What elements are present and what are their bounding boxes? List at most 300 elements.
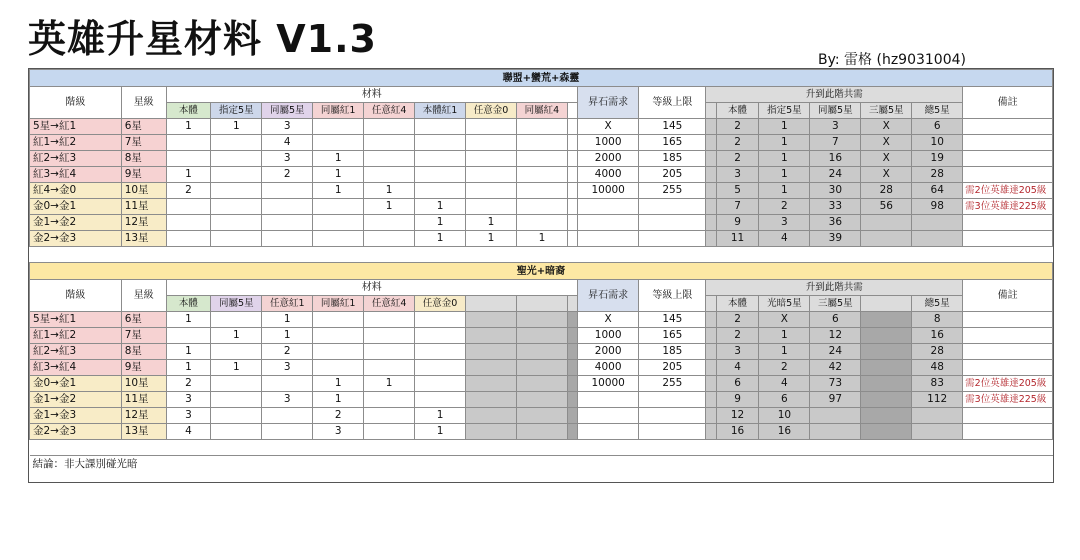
material-header: 任意金0	[466, 103, 517, 119]
spacer-cell	[30, 440, 1053, 456]
material-spacer	[567, 344, 577, 360]
material-cell	[313, 344, 364, 360]
table-body	[30, 70, 1053, 483]
cumulative-subheader: 三屬5星	[861, 103, 912, 119]
material-cell	[364, 360, 415, 376]
material-spacer	[567, 151, 577, 167]
cumulative-cell	[861, 392, 912, 408]
cumulative-cell: 4	[759, 376, 810, 392]
material-cell: 1	[262, 312, 313, 328]
cumulative-cell: 1	[759, 151, 810, 167]
cumulative-cell: 28	[912, 167, 963, 183]
material-cell	[466, 167, 517, 183]
table-row	[30, 215, 1053, 231]
section-header-row	[30, 70, 1053, 87]
cumulative-subheader: 光暗5星	[759, 296, 810, 312]
stone-cell: 4000	[578, 360, 639, 376]
material-cell	[516, 199, 567, 215]
material-cell: 3	[166, 408, 211, 424]
stage-cell: 紅4→金0	[30, 183, 122, 199]
star-cell: 9星	[121, 360, 166, 376]
material-cell	[166, 199, 211, 215]
material-cell	[516, 328, 567, 344]
material-cell	[466, 360, 517, 376]
cumulative-cell: 2	[716, 312, 759, 328]
material-cell	[415, 392, 466, 408]
cumulative-subheader: 同屬5星	[810, 103, 861, 119]
stone-cell: X	[578, 312, 639, 328]
conclusion-text: 結論：非大課別碰光暗	[32, 458, 138, 470]
material-cell: 1	[313, 167, 364, 183]
material-cell	[415, 328, 466, 344]
material-cell	[211, 183, 262, 199]
remark-cell	[963, 167, 1053, 183]
cumulative-cell: 19	[912, 151, 963, 167]
cum-spacer-header	[706, 296, 716, 312]
material-cell: 1	[313, 376, 364, 392]
cum-spacer	[706, 167, 716, 183]
level-cap-cell: 205	[639, 360, 706, 376]
upgrade-table	[29, 69, 1053, 482]
material-cell: 2	[313, 408, 364, 424]
material-header: 任意紅1	[262, 296, 313, 312]
col-stage-header: 階級	[30, 280, 122, 312]
remark-cell: 需3位英雄達225級	[963, 199, 1053, 215]
spacer-cell	[30, 247, 1053, 263]
table-row	[30, 424, 1053, 440]
material-cell	[516, 215, 567, 231]
stone-cell: 10000	[578, 183, 639, 199]
material-cell	[466, 312, 517, 328]
cumulative-cell: 9	[716, 215, 759, 231]
material-cell: 3	[262, 151, 313, 167]
star-cell: 10星	[121, 376, 166, 392]
cumulative-cell: X	[861, 135, 912, 151]
table-row	[30, 151, 1053, 167]
material-header: 同屬5星	[262, 103, 313, 119]
material-header: 任意紅4	[364, 103, 415, 119]
cumulative-cell	[861, 328, 912, 344]
star-cell: 13星	[121, 424, 166, 440]
cumulative-subheader: 總5星	[912, 103, 963, 119]
level-cap-cell	[639, 215, 706, 231]
cumulative-cell: 24	[810, 344, 861, 360]
material-cell	[516, 360, 567, 376]
material-spacer	[567, 215, 577, 231]
cumulative-cell: 10	[912, 135, 963, 151]
cumulative-subheader: 本體	[716, 296, 759, 312]
material-header: 任意紅4	[364, 296, 415, 312]
material-cell	[211, 424, 262, 440]
material-cell: 4	[262, 135, 313, 151]
cum-spacer	[706, 119, 716, 135]
remark-cell	[963, 151, 1053, 167]
cum-spacer	[706, 231, 716, 247]
material-cell	[415, 360, 466, 376]
material-cell	[211, 199, 262, 215]
material-cell	[313, 328, 364, 344]
material-cell	[516, 312, 567, 328]
level-cap-cell	[639, 199, 706, 215]
remark-cell: 需2位英雄達205級	[963, 183, 1053, 199]
cumulative-cell: 1	[759, 167, 810, 183]
cumulative-cell: 28	[912, 344, 963, 360]
cumulative-cell: 12	[716, 408, 759, 424]
cumulative-cell: 56	[861, 199, 912, 215]
cumulative-cell: 1	[759, 344, 810, 360]
material-cell	[313, 231, 364, 247]
cumulative-cell: 48	[912, 360, 963, 376]
material-cell	[466, 151, 517, 167]
material-cell	[516, 392, 567, 408]
cum-spacer	[706, 392, 716, 408]
header-row	[30, 280, 1053, 296]
cumulative-cell: 73	[810, 376, 861, 392]
material-cell	[313, 360, 364, 376]
material-cell	[364, 151, 415, 167]
table-row	[30, 408, 1053, 424]
section-title: 聯盟+蠻荒+森靈	[30, 70, 1053, 87]
material-cell	[364, 408, 415, 424]
stage-cell: 紅2→紅3	[30, 344, 122, 360]
cumulative-cell: 9	[716, 392, 759, 408]
section-title: 聖光+暗裔	[30, 263, 1053, 280]
material-cell	[364, 392, 415, 408]
material-cell: 4	[166, 424, 211, 440]
material-cell: 1	[166, 167, 211, 183]
material-cell	[516, 119, 567, 135]
cumulative-cell: 6	[810, 312, 861, 328]
cumulative-cell: 3	[759, 215, 810, 231]
cumulative-cell: 97	[810, 392, 861, 408]
level-cap-header: 等級上限	[639, 280, 706, 312]
material-cell: 1	[466, 215, 517, 231]
material-cell	[262, 215, 313, 231]
cumulative-cell: 3	[716, 344, 759, 360]
cum-spacer	[706, 344, 716, 360]
material-cell: 3	[262, 119, 313, 135]
material-header: 同屬5星	[211, 296, 262, 312]
material-spacer	[567, 424, 577, 440]
cum-spacer	[706, 183, 716, 199]
stone-cell: 4000	[578, 167, 639, 183]
material-spacer	[567, 360, 577, 376]
level-cap-cell: 145	[639, 312, 706, 328]
material-cell	[166, 215, 211, 231]
cumulative-cell: 42	[810, 360, 861, 376]
material-header: 指定5星	[211, 103, 262, 119]
cumulative-cell: 10	[759, 408, 810, 424]
level-cap-header: 等級上限	[639, 87, 706, 119]
star-cell: 8星	[121, 151, 166, 167]
material-cell	[466, 376, 517, 392]
author-credit: By: 雷格 (hz9031004)	[818, 52, 966, 68]
level-cap-cell	[639, 231, 706, 247]
material-cell: 1	[364, 183, 415, 199]
material-cell	[364, 312, 415, 328]
material-cell: 1	[211, 119, 262, 135]
cumulative-cell: X	[861, 151, 912, 167]
cumulative-cell: 39	[810, 231, 861, 247]
material-cell	[166, 135, 211, 151]
cumulative-subheader: 本體	[716, 103, 759, 119]
material-spacer	[567, 376, 577, 392]
conclusion-row	[30, 456, 1053, 483]
star-cell: 9星	[121, 167, 166, 183]
cumulative-cell: 7	[810, 135, 861, 151]
material-cell	[262, 408, 313, 424]
material-cell: 2	[262, 344, 313, 360]
material-cell	[364, 215, 415, 231]
spacer-row	[30, 440, 1053, 456]
material-cell	[516, 408, 567, 424]
material-cell	[211, 312, 262, 328]
table-row	[30, 328, 1053, 344]
material-spacer	[567, 312, 577, 328]
stone-cell: 10000	[578, 376, 639, 392]
star-cell: 10星	[121, 183, 166, 199]
material-cell	[415, 344, 466, 360]
material-cell: 1	[415, 231, 466, 247]
cumulative-cell	[810, 424, 861, 440]
remark-header: 備註	[963, 87, 1053, 119]
materials-header: 材料	[166, 280, 578, 296]
stage-cell: 金2→金3	[30, 424, 122, 440]
level-cap-cell	[639, 408, 706, 424]
cumulative-cell	[912, 215, 963, 231]
table-row	[30, 360, 1053, 376]
material-cell: 2	[166, 183, 211, 199]
cumulative-cell: 8	[912, 312, 963, 328]
stone-cell: 1000	[578, 328, 639, 344]
material-header: 同屬紅1	[313, 103, 364, 119]
cumulative-subheader: 總5星	[912, 296, 963, 312]
material-cell	[466, 408, 517, 424]
cum-spacer	[706, 312, 716, 328]
material-cell	[313, 312, 364, 328]
cumulative-subheader	[861, 296, 912, 312]
material-cell	[211, 135, 262, 151]
material-cell: 3	[262, 360, 313, 376]
stone-cell	[578, 424, 639, 440]
cumulative-cell	[861, 215, 912, 231]
cumulative-cell	[861, 424, 912, 440]
material-spacer	[567, 183, 577, 199]
remark-cell: 需2位英雄達205級	[963, 376, 1053, 392]
material-cell	[466, 135, 517, 151]
material-cell	[211, 344, 262, 360]
material-header: 同屬紅4	[516, 103, 567, 119]
material-header: 本體	[166, 103, 211, 119]
cumulative-cell: 1	[759, 183, 810, 199]
cumulative-cell	[861, 408, 912, 424]
material-cell	[466, 199, 517, 215]
stone-cell: 1000	[578, 135, 639, 151]
material-spacer	[567, 231, 577, 247]
material-header: 本體	[166, 296, 211, 312]
cumulative-header: 升到此階共需	[706, 280, 963, 296]
material-cell	[211, 408, 262, 424]
cum-spacer	[706, 135, 716, 151]
cumulative-cell	[861, 360, 912, 376]
remark-cell	[963, 135, 1053, 151]
stone-cell	[578, 231, 639, 247]
star-cell: 13星	[121, 231, 166, 247]
cumulative-cell	[861, 344, 912, 360]
cumulative-cell	[912, 424, 963, 440]
cumulative-cell: 83	[912, 376, 963, 392]
material-cell	[516, 344, 567, 360]
table-row	[30, 199, 1053, 215]
remark-cell: 需3位英雄達225級	[963, 392, 1053, 408]
cumulative-cell	[912, 231, 963, 247]
material-cell	[166, 231, 211, 247]
section-header-row	[30, 263, 1053, 280]
material-header	[466, 296, 517, 312]
material-cell	[466, 119, 517, 135]
material-cell	[516, 135, 567, 151]
level-cap-cell: 165	[639, 135, 706, 151]
materials-header: 材料	[166, 87, 578, 103]
star-cell: 12星	[121, 215, 166, 231]
cumulative-cell: 4	[759, 231, 810, 247]
cumulative-cell: 5	[716, 183, 759, 199]
star-cell: 11星	[121, 392, 166, 408]
col-stage-header: 階級	[30, 87, 122, 119]
material-cell	[364, 328, 415, 344]
material-header: 任意金0	[415, 296, 466, 312]
material-cell: 1	[415, 215, 466, 231]
cumulative-cell: 16	[912, 328, 963, 344]
material-cell: 1	[364, 376, 415, 392]
cumulative-cell	[810, 408, 861, 424]
remark-cell	[963, 231, 1053, 247]
cum-spacer	[706, 360, 716, 376]
remark-cell	[963, 344, 1053, 360]
spreadsheet	[28, 68, 1054, 483]
material-cell	[262, 199, 313, 215]
material-cell: 1	[262, 328, 313, 344]
material-cell: 2	[166, 376, 211, 392]
material-cell	[466, 392, 517, 408]
star-cell: 8星	[121, 344, 166, 360]
material-cell	[262, 183, 313, 199]
cumulative-cell: X	[861, 119, 912, 135]
cumulative-cell: X	[759, 312, 810, 328]
cumulative-cell	[912, 408, 963, 424]
star-cell: 6星	[121, 312, 166, 328]
level-cap-cell: 185	[639, 344, 706, 360]
remark-cell	[963, 328, 1053, 344]
material-header: 同屬紅1	[313, 296, 364, 312]
cumulative-cell	[861, 231, 912, 247]
table-row	[30, 119, 1053, 135]
col-star-header: 星級	[121, 87, 166, 119]
stone-cell: 2000	[578, 151, 639, 167]
material-cell: 1	[166, 119, 211, 135]
material-cell	[516, 151, 567, 167]
material-cell: 2	[262, 167, 313, 183]
stone-cell	[578, 215, 639, 231]
material-cell	[364, 167, 415, 183]
cum-spacer	[706, 408, 716, 424]
cumulative-cell: 2	[716, 328, 759, 344]
remark-cell	[963, 119, 1053, 135]
table-row	[30, 376, 1053, 392]
material-cell: 1	[166, 360, 211, 376]
stage-cell: 金1→金2	[30, 392, 122, 408]
material-cell	[313, 119, 364, 135]
material-cell	[516, 424, 567, 440]
cumulative-cell: 2	[716, 119, 759, 135]
level-cap-cell: 205	[639, 167, 706, 183]
material-cell: 1	[364, 199, 415, 215]
material-cell	[415, 135, 466, 151]
star-cell: 7星	[121, 328, 166, 344]
level-cap-cell	[639, 392, 706, 408]
material-cell	[466, 328, 517, 344]
cumulative-cell: 3	[716, 167, 759, 183]
cumulative-cell	[861, 312, 912, 328]
material-cell	[466, 424, 517, 440]
cumulative-subheader: 指定5星	[759, 103, 810, 119]
material-cell: 1	[466, 231, 517, 247]
cumulative-cell: 6	[759, 392, 810, 408]
material-cell: 1	[313, 151, 364, 167]
cumulative-cell: 4	[716, 360, 759, 376]
material-cell	[364, 424, 415, 440]
cumulative-cell: 7	[716, 199, 759, 215]
material-cell	[211, 151, 262, 167]
material-cell	[313, 199, 364, 215]
material-cell	[364, 344, 415, 360]
stage-cell: 金0→金1	[30, 376, 122, 392]
material-cell	[415, 151, 466, 167]
stage-cell: 金1→金2	[30, 215, 122, 231]
material-cell: 1	[415, 199, 466, 215]
table-row	[30, 344, 1053, 360]
stone-header: 昇石需求	[578, 280, 639, 312]
header-row	[30, 87, 1053, 103]
material-cell	[364, 231, 415, 247]
material-cell: 1	[516, 231, 567, 247]
subheader-row	[30, 103, 1053, 119]
material-cell: 1	[313, 183, 364, 199]
stone-cell	[578, 392, 639, 408]
cum-spacer	[706, 215, 716, 231]
cumulative-cell: 2	[716, 135, 759, 151]
material-cell	[313, 215, 364, 231]
material-cell	[415, 167, 466, 183]
material-cell	[415, 183, 466, 199]
cumulative-cell: 16	[716, 424, 759, 440]
material-cell: 1	[313, 392, 364, 408]
table-row	[30, 312, 1053, 328]
material-spacer	[567, 392, 577, 408]
cumulative-cell: 3	[810, 119, 861, 135]
stone-cell	[578, 408, 639, 424]
material-cell	[166, 151, 211, 167]
level-cap-cell: 145	[639, 119, 706, 135]
material-cell	[313, 135, 364, 151]
table-row	[30, 392, 1053, 408]
table-row	[30, 231, 1053, 247]
remark-cell	[963, 424, 1053, 440]
material-cell	[211, 376, 262, 392]
cumulative-cell: 1	[759, 119, 810, 135]
remark-header: 備註	[963, 280, 1053, 312]
cum-spacer	[706, 424, 716, 440]
